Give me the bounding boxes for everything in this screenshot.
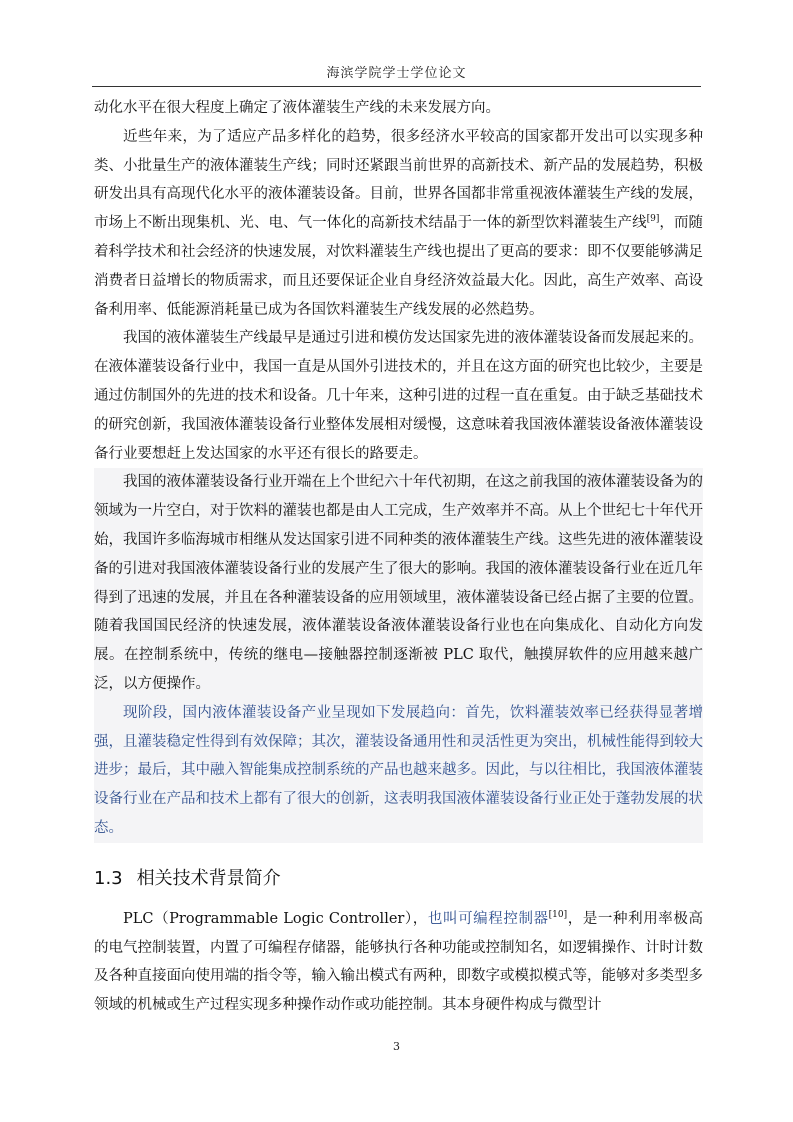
- paragraph-domestic-history: 我国的液体灌装设备行业开端在上个世纪六十年代初期，在这之前我国的液体灌装设备为的领域为一片空白，对于饮料的灌装也都是由人工完成，生产效率并不高。从上个世纪七十年代开始，我国许多临海城市相继从发达国家引进不同种类的液体灌装生产线。这些先进的液体灌装设备的引进对我国液体灌装设备行业的发展产生了很大的影响。我国的液体灌装设备行业在近几年得到了迅速的发展，并且在各种灌装设备的应用领域里，液体灌装设备已经占据了主要的位置。随着我国国民经济的快速发展，液体灌装设备液体灌装设备行业也在向集成化、自动化方向发展。在控制系统中，传统的继电—接触器控制逐渐被 PLC 取代，触摸屏软件的应用越来越广泛，以方便操作。: [94, 468, 703, 698]
- paragraph-continuation: 动化水平在很大程度上确定了液体灌装生产线的未来发展方向。: [94, 100, 500, 116]
- paragraph-plc-intro: [94, 905, 703, 1020]
- section-title: 相关技术背景简介: [136, 867, 281, 889]
- plc-lead-text: PLC（Programmable Logic Controller），: [123, 910, 428, 927]
- plc-alias-text: 也叫可编程控制器: [427, 910, 549, 927]
- section-number: 1.3: [94, 867, 123, 889]
- section-heading: [94, 865, 703, 893]
- plc-body-text: ，是一种利用率极高的电气控制装置，内置了可编程存储器，能够执行各种功能或控制知名，如逻辑操作、计时计数及各种直接面向使用端的指令等，输入输出模式有两种，即数字或模拟模式等，能够对多类型多领域的机械或生产过程实现多种操作动作或功能控制。其本身硬件构成与微型计: [94, 910, 703, 1014]
- paragraph-domestic-origin: 我国的液体灌装生产线最早是通过引进和模仿发达国家先进的液体灌装设备而发展起来的。在液体灌装设备行业中，我国一直是从国外引进技术的，并且在这方面的研究也比较少，主要是通过仿制国外的先进的技术和设备。几十年来，这种引进的过程一直在重复。由于缺乏基础技术的研究创新，我国液体灌装设备行业整体发展相对缓慢，这意味着我国液体灌装设备液体灌装设备行业要想赶上发达国家的水平还有很长的路要走。: [94, 330, 703, 462]
- paragraph-trends-text-cont: ，而随着科学技术和社会经济的快速发展，对饮料灌装生产线也提出了更高的要求：即不仅要能够满足消费者日益增长的物质需求，而且还要保证企业自身经济效益最大化。因此，高生产效率、高设备利用率、低能源消耗量已成为各国饮料灌装生产线发展的必然趋势。: [94, 215, 704, 318]
- paragraph-trends-text: 近些年来，为了适应产品多样化的趋势，很多经济水平较高的国家都开发出可以实现多种类、小批量生产的液体灌装生产线；同时还紧跟当前世界的高新技术、新产品的发展趋势，积极研发出具有高现代化水平的液体灌装设备。目前，世界各国都非常重视液体灌装生产线的发展，市场上不断出现集机、光、电、气一体化的高新技术结晶于一体的新型饮料灌装生产线: [94, 128, 703, 232]
- paragraph-trends: [94, 123, 703, 325]
- page-number: 3: [393, 1040, 400, 1053]
- citation-10: [10]: [548, 909, 568, 920]
- page-header: 海滨学院学士学位论文: [326, 66, 467, 81]
- citation-9: [9]: [646, 214, 660, 225]
- header-rule: [92, 86, 701, 87]
- document-body: [94, 94, 703, 1020]
- paragraph-current-trends: 现阶段，国内液体灌装设备产业呈现如下发展趋向：首先，饮料灌装效率已经获得显著增强，且灌装稳定性得到有效保障；其次，灌装设备通用性和灵活性更为突出，机械性能得到较大进步；最后，其中融入智能集成控制系统的产品也越来越多。因此，与以往相比，我国液体灌装设备行业在产品和技术上都有了很大的创新，这表明我国液体灌装设备行业正处于蓬勃发展的状态。: [94, 699, 703, 843]
